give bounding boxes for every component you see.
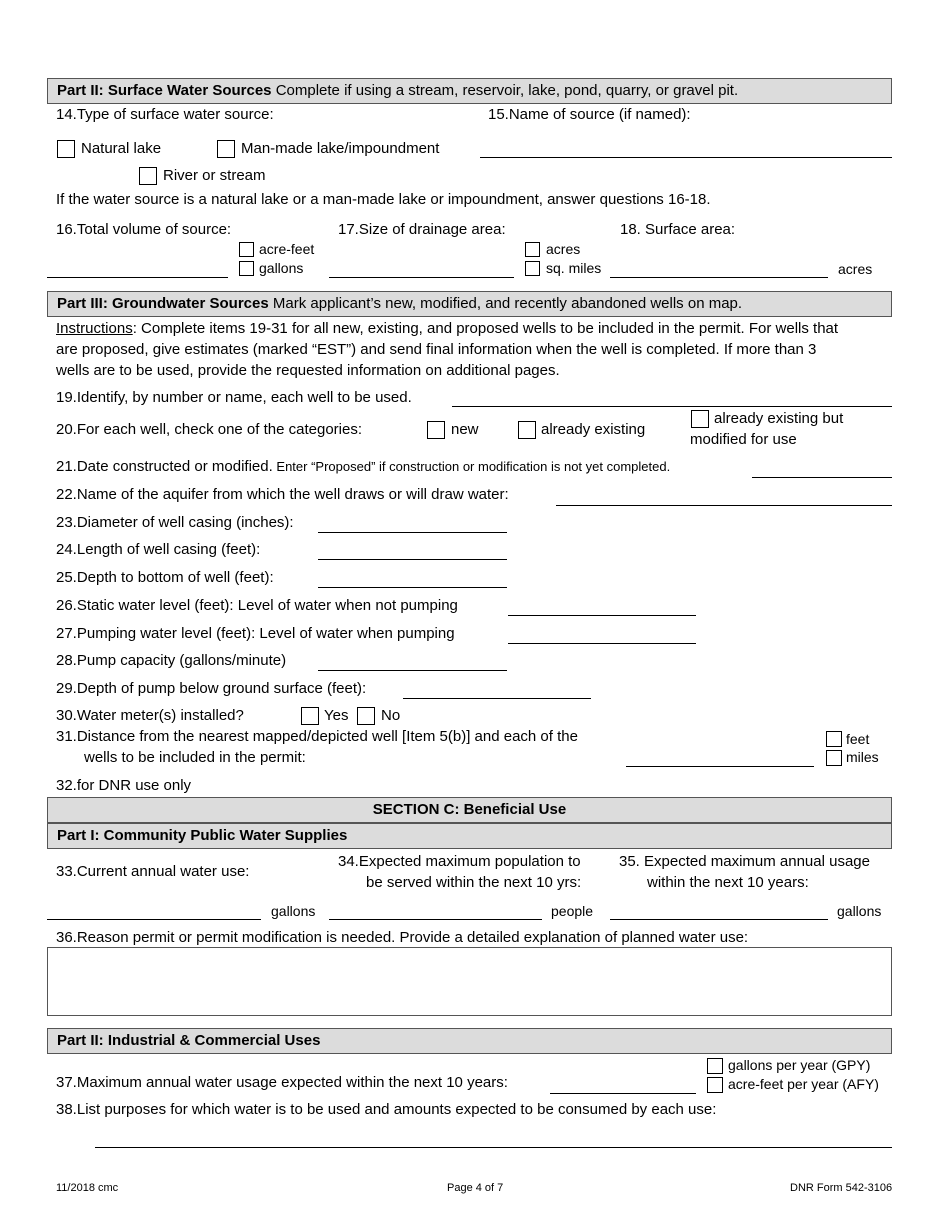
river-stream-checkbox[interactable] [139,167,157,185]
new-well-checkbox[interactable] [427,421,445,439]
q34-label-line1: 34.Expected maximum population to [338,853,581,870]
section-c-title: SECTION C: Beneficial Use [47,797,892,823]
q14-label: 14.Type of surface water source: [56,106,274,123]
gpy-checkbox[interactable] [707,1058,723,1074]
instructions-line1 [56,320,838,337]
q35-annual-usage-field[interactable] [610,919,828,920]
natural-lake-checkbox[interactable] [57,140,75,158]
q31-distance-field[interactable] [626,766,814,767]
instructions-label: Instructions [56,320,133,337]
afy-label: acre-feet per year (AFY) [728,1076,879,1092]
distance-miles-label: miles [846,749,879,765]
manmade-lake-label: Man-made lake/impoundment [241,140,440,157]
part3-ground-header [47,291,892,317]
gpy-label: gallons per year (GPY) [728,1057,871,1073]
q29-label: 29.Depth of pump below ground surface (feet): [56,680,367,697]
q33-label: 33.Current annual water use: [56,863,250,880]
sq-miles-checkbox[interactable] [525,261,540,276]
footer-revision: 11/2018 cmc [56,1182,119,1194]
instructions-line3: wells are to be used, provide the requested information on additional pages. [56,362,560,379]
river-stream-label: River or stream [163,167,266,184]
meter-yes-label: Yes [324,707,349,724]
instructions-text: : Complete items 19-31 for all new, existing, and proposed wells to be included in the permit. For wells that [132,320,839,337]
gallons-checkbox[interactable] [239,261,254,276]
part2-surface-heading-bold: Part II: Surface Water Sources [57,82,272,99]
acres-checkbox[interactable] [525,242,540,257]
distance-feet-label: feet [846,731,870,747]
meter-no-label: No [381,707,401,724]
meter-yes-checkbox[interactable] [301,707,319,725]
modified-well-label-1: already existing but [714,410,844,427]
q26-static-level-field[interactable] [508,615,696,616]
q21-note: Enter “Proposed” if construction or modification is not yet completed. [272,459,671,474]
q34-label-line2: be served within the next 10 yrs: [366,874,582,891]
q36-label: 36.Reason permit or permit modification is needed. Provide a detailed explanation of planned water use: [56,929,749,946]
q29-pump-depth-field[interactable] [403,698,591,699]
acres-label: acres [546,241,581,257]
modified-well-label-2: modified for use [690,431,797,448]
part2-surface-header [47,78,892,104]
q16-label: 16.Total volume of source: [56,221,232,238]
q22-aquifer-field[interactable] [556,505,892,506]
q34-people-label: people [551,903,594,919]
q15-label: 15.Name of source (if named): [488,106,691,123]
q16-volume-field[interactable] [47,277,228,278]
part2-surface-heading-rest: Complete if using a stream, reservoir, lake, pond, quarry, or gravel pit. [271,82,739,99]
footer-form-id: DNR Form 542-3106 [790,1182,893,1194]
q20-label: 20.For each well, check one of the categories: [56,421,363,438]
q17-drainage-field[interactable] [329,277,514,278]
sq-miles-label: sq. miles [546,260,602,276]
q33-annual-use-field[interactable] [47,919,261,920]
q24-length-field[interactable] [318,559,507,560]
q37-max-usage-field[interactable] [550,1093,696,1094]
new-well-label: new [451,421,479,438]
q38-purposes-field[interactable] [95,1147,892,1148]
q18-label: 18. Surface area: [620,221,736,238]
surface-area-acres-label: acres [838,261,873,277]
acre-feet-checkbox[interactable] [239,242,254,257]
q33-gallons-label: gallons [271,903,316,919]
distance-miles-checkbox[interactable] [826,750,842,766]
part3-ground-heading-rest: Mark applicant’s new, modified, and recently abandoned wells on map. [268,295,743,312]
q35-label-line2: within the next 10 years: [647,874,809,891]
part2-industrial-header: Part II: Industrial & Commercial Uses [47,1028,892,1054]
natural-lake-label: Natural lake [81,140,162,157]
q30-label: 30.Water meter(s) installed? [56,707,244,724]
q21-label [56,458,670,475]
q21-text: 21.Date constructed or modified. [56,458,273,475]
footer-page-number: Page 4 of 7 [447,1182,504,1194]
manmade-lake-checkbox[interactable] [217,140,235,158]
q23-label: 23.Diameter of well casing (inches): [56,514,294,531]
q31-label-line2: wells to be included in the permit: [84,749,306,766]
q25-depth-field[interactable] [318,587,507,588]
q26-label: 26.Static water level (feet): Level of water when not pumping [56,597,458,614]
part1-community-header: Part I: Community Public Water Supplies [47,823,892,849]
part3-ground-heading-bold: Part III: Groundwater Sources [57,295,269,312]
q36-explanation-textarea[interactable] [47,947,892,1016]
q24-label: 24.Length of well casing (feet): [56,541,261,558]
afy-checkbox[interactable] [707,1077,723,1093]
q19-well-id-field[interactable] [452,406,892,407]
q31-label-line1: 31.Distance from the nearest mapped/depicted well [Item 5(b)] and each of the [56,728,578,745]
q35-label-line1: 35. Expected maximum annual usage [619,853,870,870]
q19-label: 19.Identify, by number or name, each well to be used. [56,389,412,406]
q23-diameter-field[interactable] [318,532,507,533]
q16-18-instruction: If the water source is a natural lake or a man-made lake or impoundment, answer questions 16-18. [56,191,711,208]
acre-feet-label: acre-feet [259,241,315,257]
q27-pumping-level-field[interactable] [508,643,696,644]
q21-date-field[interactable] [752,477,892,478]
existing-well-checkbox[interactable] [518,421,536,439]
q15-source-name-field[interactable] [480,157,892,158]
q18-surface-area-field[interactable] [610,277,828,278]
q22-label: 22.Name of the aquifer from which the well draws or will draw water: [56,486,509,503]
q28-label: 28.Pump capacity (gallons/minute) [56,652,287,669]
q28-pump-capacity-field[interactable] [318,670,507,671]
gallons-label: gallons [259,260,304,276]
q17-label: 17.Size of drainage area: [338,221,506,238]
q27-label: 27.Pumping water level (feet): Level of water when pumping [56,625,455,642]
distance-feet-checkbox[interactable] [826,731,842,747]
q25-label: 25.Depth to bottom of well (feet): [56,569,274,586]
existing-well-label: already existing [541,421,646,438]
instructions-line2: are proposed, give estimates (marked “EST”) and send final information when the well is completed. If more than 3 [56,341,817,358]
q37-label: 37.Maximum annual water usage expected within the next 10 years: [56,1074,508,1091]
meter-no-checkbox[interactable] [357,707,375,725]
q34-population-field[interactable] [329,919,542,920]
q32-label: 32.for DNR use only [56,777,192,794]
q35-gallons-label: gallons [837,903,882,919]
q38-label: 38.List purposes for which water is to be used and amounts expected to be consumed by each use: [56,1101,717,1118]
modified-well-checkbox[interactable] [691,410,709,428]
